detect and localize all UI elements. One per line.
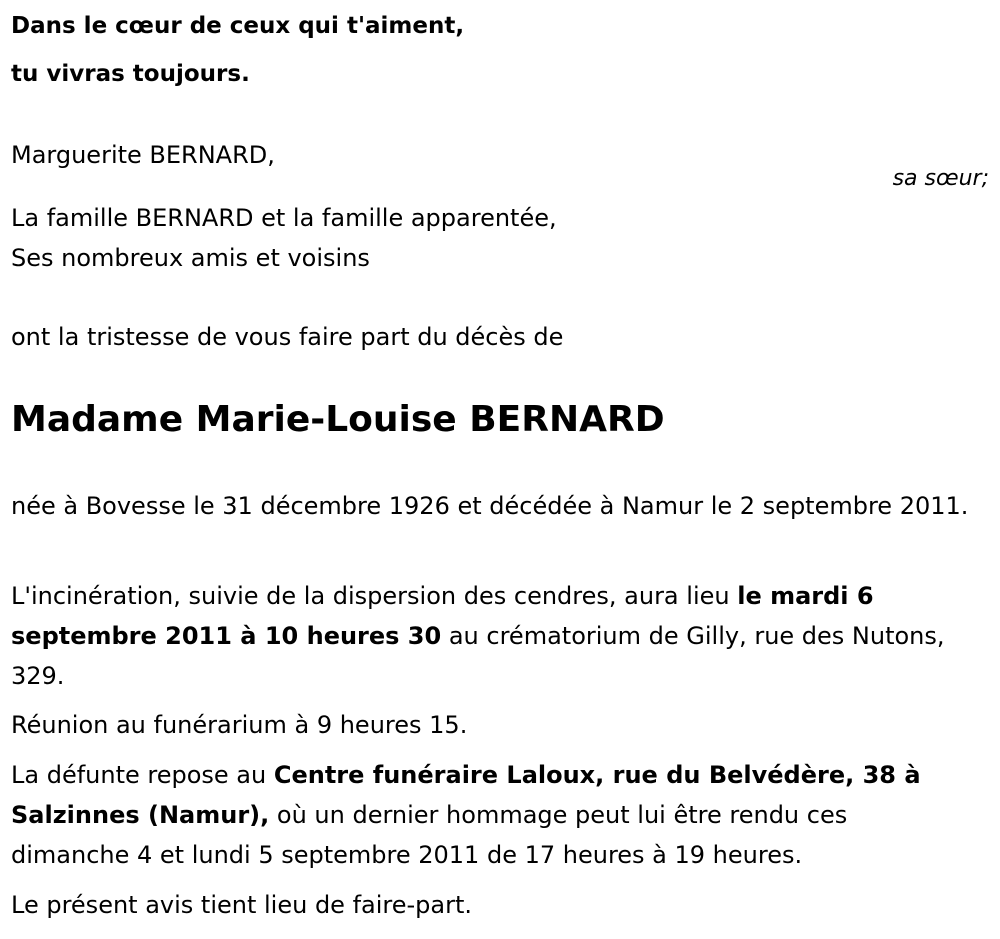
mourner-relation: sa sœur; (892, 166, 989, 191)
repose-paragraph (11, 755, 971, 875)
deceased-name: Madame Marie-Louise BERNARD (11, 399, 665, 440)
mourner-friends: Ses nombreux amis et voisins (11, 244, 370, 272)
cremation-date-time: le mardi 6 septembre 2011 à 10 heures 30 (11, 582, 874, 650)
birth-death-paragraph: née à Bovesse le 31 décembre 1926 et décédée à Namur le 2 septembre 2011. (11, 492, 969, 520)
announcement-text: ont la tristesse de vous faire part du décès de (11, 323, 564, 351)
cremation-text-before: L'incinération, suivie de la dispersion des cendres, aura lieu (11, 582, 738, 610)
meeting-paragraph: Réunion au funérarium à 9 heures 15. (11, 711, 468, 739)
epigraph-line-1: Dans le cœur de ceux qui t'aiment, (11, 13, 465, 39)
funeral-center-address: Centre funéraire Laloux, rue du Belvédère, 38 à Salzinnes (Namur), (11, 761, 921, 829)
mourner-family: La famille BERNARD et la famille apparentée, (11, 204, 557, 232)
epigraph-line-2: tu vivras toujours. (11, 61, 250, 87)
repose-text-after: où un dernier hommage peut lui être rendu ces dimanche 4 et lundi 5 septembre 2011 de 17 heures à 19 heures. (11, 801, 848, 869)
repose-text-before: La défunte repose au (11, 761, 274, 789)
notice-paragraph: Le présent avis tient lieu de faire-part. (11, 891, 473, 919)
cremation-paragraph (11, 576, 971, 696)
mourner-sister: Marguerite BERNARD, (11, 141, 275, 169)
cremation-text-after: au crématorium de Gilly, rue des Nutons, 329. (11, 622, 945, 690)
